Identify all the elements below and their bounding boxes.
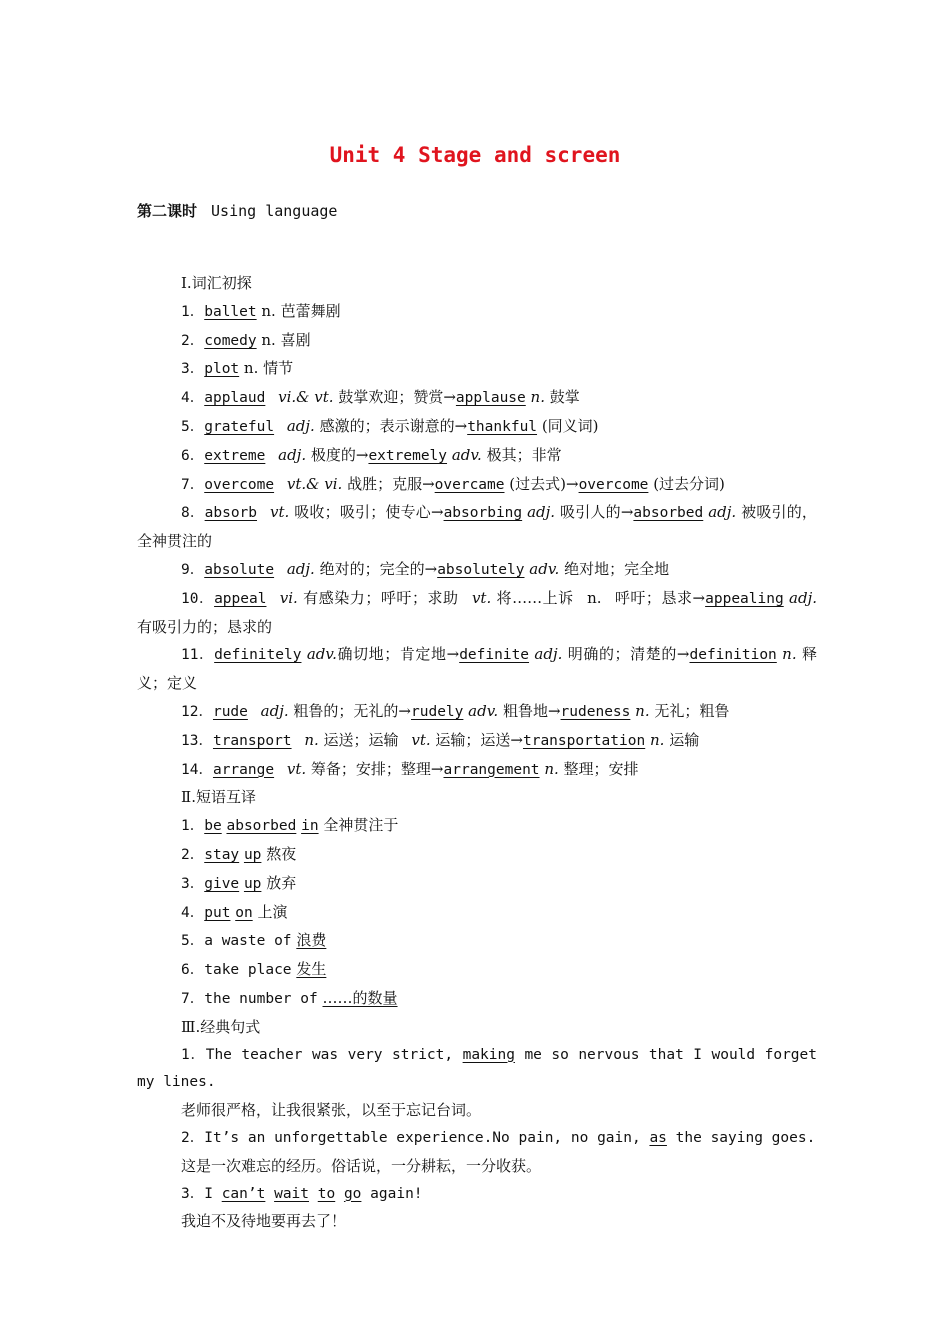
- phrase-item: 3．give up 放弃: [181, 873, 297, 892]
- answer-blank: overcame: [434, 476, 505, 493]
- sentence-translation: 老师很严格，让我很紧张，以至于忘记台词。: [181, 1101, 482, 1120]
- answer-blank: applause: [455, 390, 526, 407]
- answer-blank: transport: [212, 732, 292, 749]
- sentence-item: 3．I can’t wait to go again!: [181, 1185, 423, 1202]
- answer-blank: stay: [204, 846, 240, 863]
- worksheet-body: [137, 270, 817, 1236]
- answer-blank: rudely: [411, 703, 464, 720]
- answer-blank: to: [317, 1185, 336, 1202]
- section-heading-phrases: Ⅱ.短语互译: [181, 788, 256, 807]
- answer-blank: rudeness: [560, 703, 631, 720]
- vocab-item: 7．overcome vt.& vi. 战胜；克服→overcame (过去式)→overcome (过去分词): [181, 474, 725, 493]
- answer-blank: ballet: [204, 303, 257, 320]
- vocab-item: 6．extreme adj. 极度的→extremely adv. 极其；非常: [181, 445, 562, 464]
- vocab-item: 1．ballet n. 芭蕾舞剧: [181, 301, 341, 320]
- answer-blank: 浪费: [296, 931, 327, 950]
- answer-blank: applaud: [204, 390, 266, 407]
- lesson-label: 第二课时: [137, 202, 198, 220]
- answer-blank: as: [649, 1129, 667, 1146]
- answer-blank: definitely: [214, 647, 302, 664]
- answer-blank: in: [301, 818, 319, 835]
- section-heading-vocabulary: Ⅰ.词汇初探: [181, 274, 252, 292]
- phrase-item: 4．put on 上演: [181, 902, 288, 921]
- section-heading-sentences: Ⅲ.经典句式: [181, 1017, 261, 1036]
- lesson-subtitle: [137, 200, 337, 221]
- answer-blank: put: [204, 904, 231, 921]
- phrase-item: 2．stay up 熬夜: [181, 844, 297, 863]
- answer-blank: overcome: [204, 476, 275, 493]
- vocab-item: 4．applaud vi.& vt. 鼓掌欢迎；赞赏→applause n. 鼓掌: [181, 388, 580, 407]
- answer-blank: go: [343, 1185, 362, 1202]
- answer-blank: absorbed: [226, 818, 297, 835]
- answer-blank: grateful: [204, 418, 275, 435]
- sentence-item: 2．It’s an unforgettable experience.No pain, no gain, as the saying goes.: [181, 1129, 816, 1146]
- vocab-item: 5．grateful adj. 感激的；表示谢意的→thankful (同义词): [181, 416, 599, 435]
- answer-blank: ……的数量: [322, 988, 398, 1007]
- answer-blank: transportation: [522, 732, 646, 749]
- answer-blank: up: [243, 846, 262, 863]
- answer-blank: arrangement: [443, 761, 540, 778]
- answer-blank: definition: [689, 647, 777, 664]
- answer-blank: absorbed: [633, 505, 704, 522]
- sentence-translation: 我迫不及待地要再去了！: [181, 1212, 347, 1231]
- vocab-item: 2．comedy n. 喜剧: [181, 330, 311, 349]
- phrase-item: 7．the number of ……的数量: [181, 988, 398, 1007]
- answer-blank: rude: [212, 703, 248, 720]
- answer-blank: absorb: [204, 505, 258, 522]
- page-title: Unit 4 Stage and screen: [329, 143, 621, 167]
- answer-blank: thankful: [467, 418, 538, 435]
- vocab-item: 13．transport n. 运送；运输 vt. 运输；运送→transportation n. 运输: [181, 730, 700, 749]
- answer-blank: on: [235, 904, 253, 921]
- answer-blank: absorbing: [443, 505, 523, 522]
- answer-blank: give: [204, 875, 240, 892]
- answer-blank: extremely: [368, 447, 448, 464]
- answer-blank: appeal: [214, 590, 267, 607]
- answer-blank: overcome: [578, 476, 649, 493]
- answer-blank: appealing: [705, 590, 784, 607]
- lesson-topic: Using language: [211, 202, 338, 220]
- vocab-item: 11．definitely adv.确切地；肯定地→definite adj. 明确的；清楚的→definition n. 释义；定义: [137, 645, 817, 693]
- phrase-item: 6．take place 发生: [181, 960, 327, 979]
- vocab-item: 14．arrange vt. 筹备；安排；整理→arrangement n. 整理；安排: [181, 759, 639, 778]
- vocab-item: 10．appeal vi. 有感染力；呼吁；求助 vt. 将……上诉 n. 呼吁；恳求→appealing adj. 有吸引力的；恳求的: [137, 588, 817, 636]
- answer-blank: wait: [274, 1185, 310, 1202]
- answer-blank: comedy: [204, 332, 257, 349]
- vocab-item: 12．rude adj. 粗鲁的；无礼的→rudely adv. 粗鲁地→rudeness n. 无礼；粗鲁: [181, 701, 730, 720]
- answer-blank: definite: [459, 647, 530, 664]
- answer-blank: absolute: [204, 561, 275, 578]
- answer-blank: 发生: [296, 960, 327, 979]
- answer-blank: be: [204, 818, 222, 835]
- answer-blank: arrange: [212, 761, 275, 778]
- vocab-item: 9．absolute adj. 绝对的；完全的→absolutely adv. 绝对地；完全地: [181, 559, 670, 578]
- sentence-item: 1．The teacher was very strict, making me so nervous that I would forget my lines.: [137, 1046, 817, 1091]
- answer-blank: up: [243, 875, 262, 892]
- phrase-item: 5．a waste of 浪费: [181, 931, 327, 950]
- answer-blank: making: [462, 1046, 515, 1063]
- answer-blank: absolutely: [437, 561, 525, 578]
- vocab-item: 8．absorb vt. 吸收；吸引；使专心→absorbing adj. 吸引人的→absorbed adj. 被吸引的，全神贯注的: [137, 503, 817, 551]
- answer-blank: can’t: [221, 1185, 266, 1202]
- answer-blank: plot: [204, 361, 240, 378]
- sentence-translation: 这是一次难忘的经历。俗话说，一分耕耘，一分收获。: [181, 1156, 542, 1175]
- phrase-item: 1．be absorbed in 全神贯注于: [181, 816, 399, 835]
- answer-blank: extreme: [204, 447, 266, 464]
- vocab-item: 3．plot n. 情节: [181, 359, 294, 378]
